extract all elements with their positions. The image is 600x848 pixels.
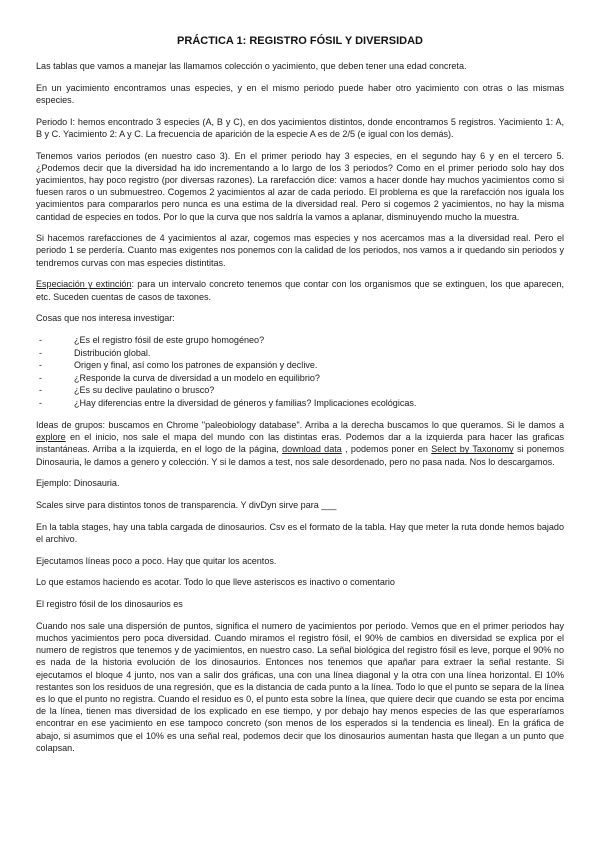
- paragraph-rarefaccion-4: Si hacemos rarefacciones de 4 yacimientos al azar, cogemos mas especies y nos acercamos mas a la diversidad real. Pero el periodo 1 se perdería. Cuanto mas exigentes nos ponemos con la calidad de los periodos, nos vamos a ir quedando sin periodos y tendremos curvas con mas especies distintitas.: [36, 233, 564, 268]
- link-download-data[interactable]: download data: [282, 444, 342, 455]
- list-item: - ¿Hay diferencias entre la diversidad de géneros y familias? Implicaciones ecológicas.: [36, 397, 564, 410]
- document-title: PRÁCTICA 1: REGISTRO FÓSIL Y DIVERSIDAD: [177, 35, 423, 47]
- paragraph-scales: Scales sirve para distintos tonos de transparencia. Y divDyn sirve para ___: [36, 500, 337, 511]
- list-item: - ¿Es su declive paulatino o brusco?: [36, 384, 564, 397]
- paragraph-registro-dinosaurios: El registro fósil de los dinosaurios es: [36, 599, 183, 610]
- especiacion-text: : para un intervalo concreto tenemos que contar con los organismos que se extinguen, los que aparecen, etc. Suceden cuentas de casos de taxones.: [36, 279, 564, 302]
- list-item: - ¿Es el registro fósil de este grupo homogéneo?: [36, 334, 564, 347]
- paragraph-ejemplo: Ejemplo: Dinosauria.: [36, 478, 120, 489]
- term-especiacion: Especiación y extinción: [36, 279, 132, 290]
- paragraph-yacimiento: En un yacimiento encontramos unas especies, y en el mismo periodo puede haber otro yacimiento con otras o las mismas especies.: [36, 82, 564, 105]
- paragraph-dispersion: Cuando nos sale una dispersión de puntos, significa el numero de yacimientos por periodo. Vemos que en el primer periodos hay muchos yacimientos pero poca diversidad. Cuando miramos el registro fósil, el 90% de cambios en diversidad se explica por el numero de registros que tenemos y de yacimientos, en nuestro caso. La señal biológica del registro fósil es leve, porque el 90% no es nada de la historia evolución de los dinosaurios. Entonces nos tenemos que apañar para extraer la señal restante. Si ejecutamos el bloque 4 junto, nos van a salir dos gráficas, una con una línea diagonal y la otra con una línea horizontal. El 10% restantes son los residuos de una regresión, que es la distancia de cada punto a la línea. Todo lo que el punto se separa de la línea es lo que el punto no registra. Cuando el residuo es 0, el punto esta sobre la línea, que quiere decir que cuando se esta por encima de la línea, tienen mas diversidad de los explicado en ese tiempo, y por debajo hay menos especies de las que esperaríamos encontrar en ese yacimiento en ese tampoco concreto (son menos de los esperados si la tendencia es lineal). En la gráfica de abajo, si asumimos que el 10% es una señal real, podemos decir que los dinosaurios aumentan hasta que llegan a un punto que colapsan.: [36, 620, 564, 753]
- paragraph-investigar: Cosas que nos interesa investigar:: [36, 313, 175, 324]
- paragraph-acotar: Lo que estamos haciendo es acotar. Todo lo que lleve asteriscos es inactivo o comentario: [36, 577, 395, 588]
- paragraph-ideas-grupos: Ideas de grupos: buscamos en Chrome "paleobiology database". Arriba a la derecha buscamos lo que queramos. Si le damos a explore en el inicio, nos sale el mapa del mundo con las distintas eras. Podemos dar a la izquierda para hacer las graficas instantáneas. Arriba a la izquierda, en el logo de la página, download data , podemos poner en Select by Taxonomy si ponemos Dinosauria, le damos a genero y colección. Y si le damos a test, nos sale desordenado, pero no pasa nada. Nos lo descargamos.: [36, 420, 565, 467]
- link-select-by-taxonomy[interactable]: Select by Taxonomy: [431, 444, 514, 455]
- paragraph-ejecutamos: Ejecutamos líneas poco a poco. Hay que quitar los acentos.: [36, 555, 277, 566]
- investigation-list: [36, 334, 564, 410]
- paragraph-especiacion: [36, 278, 564, 302]
- paragraph-tables: Las tablas que vamos a manejar las llamamos colección o yacimiento, que deben tener una edad concreta.: [36, 61, 467, 71]
- list-item: - Distribución global.: [36, 347, 564, 360]
- list-item: - ¿Responde la curva de diversidad a un modelo en equilibrio?: [36, 372, 564, 385]
- link-explore[interactable]: explore: [36, 432, 66, 443]
- paragraph-stages: En la tabla stages, hay una tabla cargada de dinosaurios. Csv es el formato de la tabla. Hay que meter la ruta donde hemos bajado el archivo.: [36, 521, 564, 544]
- paragraph-rarefaccion: Tenemos varios periodos (en nuestro caso 3). En el primer periodo hay 3 especies, en el segundo hay 6 y en el tercero 5. ¿Podemos decir que la diversidad ha ido incrementando a lo largo de los 3 periodos? Como en el primer periodo solo hay dos yacimientos, hay poco registro (por diversas razones). La rarefacción dice: vamos a hacer donde hay muchos yacimientos como si fuesen raros o un submuestreo. Cogemos 2 yacimientos al azar de cada periodo. El problema es que la rarefacción nos iguala los yacimientos para compararlos pero nunca es una estima de la diversidad real. Pero si cogemos 2 yacimientos, no hay la misma cantidad de especies en todos. Por lo que la curva que nos saldría la vamos a aplanar, disminuyendo mucho la muestra.: [36, 150, 564, 222]
- paragraph-periodo-1: Periodo I: hemos encontrado 3 especies (A, B y C), en dos yacimientos distintos, donde encontramos 5 registros. Yacimiento 1: A, B y C. Yacimiento 2: A y C. La frecuencia de aparición de la especie A es de 2/5 (e igual con los demás).: [36, 116, 564, 139]
- list-item: - Origen y final, así como los patrones de expansión y declive.: [36, 359, 564, 372]
